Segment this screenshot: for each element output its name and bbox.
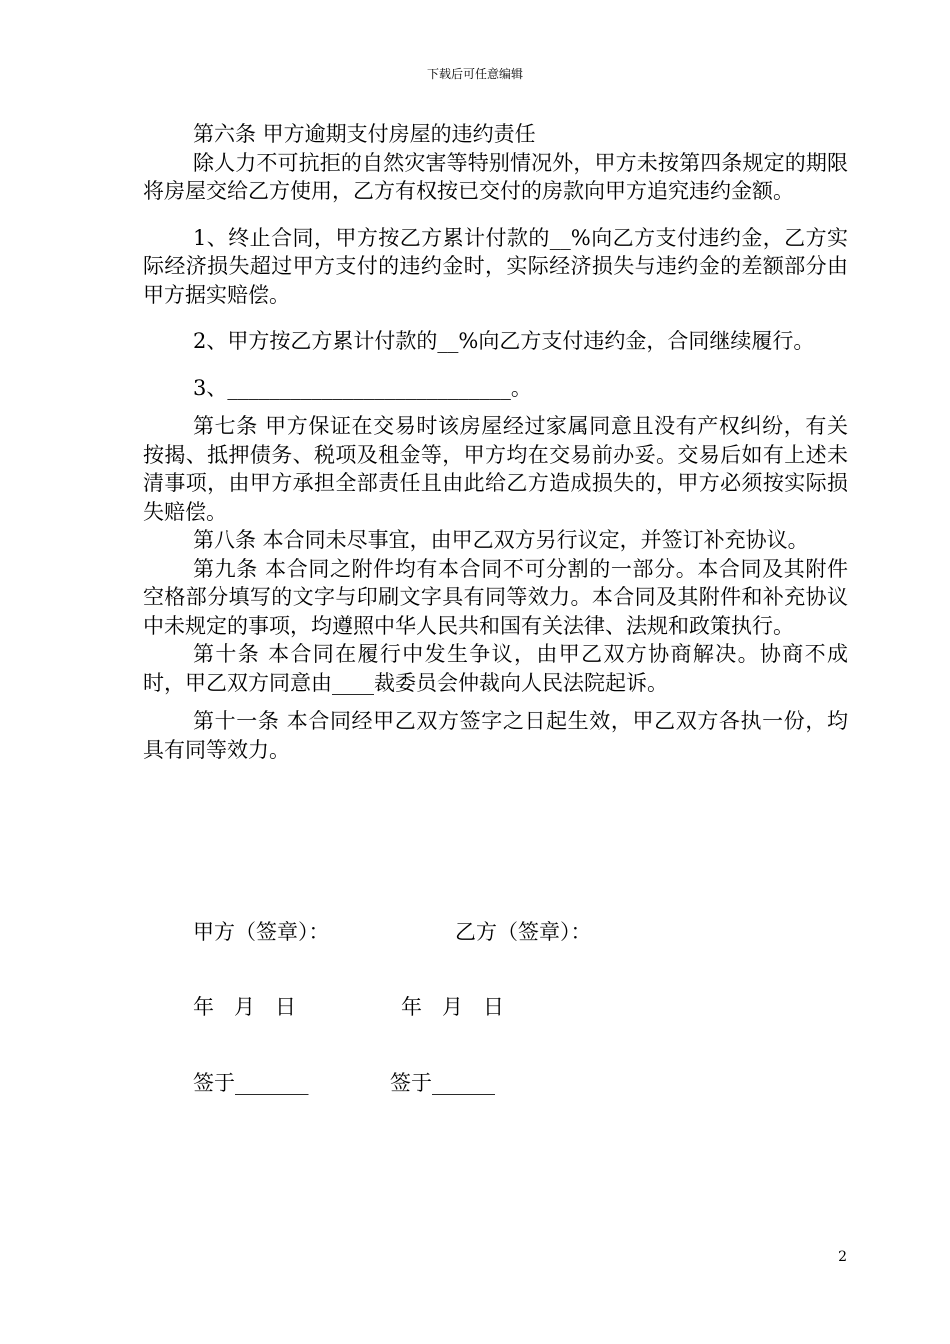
article-11: 第十一条 本合同经甲乙双方签字之日起生效，甲乙双方各执一份，均具有同等效力。: [143, 709, 848, 762]
article-6-body: 除人力不可抗拒的自然灾害等特别情况外，甲方未按第四条规定的期限将房屋交给乙方使用，乙方有权按已交付的房款向甲方追究违约金额。: [143, 150, 848, 203]
party-b-date: 年 月 日: [401, 995, 505, 1019]
article-7: 第七条 甲方保证在交易时该房屋经过家属同意且没有产权纠纷，有关按揭、抵押债务、税项及租金等，甲方均在交易前办妥。交易后如有上述未清事项，由甲方承担全部责任且由此给乙方造成损失的，甲方必须按实际损失赔偿。: [143, 414, 848, 524]
page-number: 2: [838, 1249, 847, 1265]
article-6-title: 第六条 甲方逾期支付房屋的违约责任: [193, 122, 536, 146]
article-6-item-1: 1、终止合同，甲方按乙方累计付款的__%向乙方支付违约金，乙方实际经济损失超过甲方支付的违约金时，实际经济损失与违约金的差额部分由甲方据实赔偿。: [143, 225, 848, 307]
article-8: 第八条 本合同未尽事宜，由甲乙双方另行议定，并签订补充协议。: [193, 528, 809, 552]
article-10: 第十条 本合同在履行中发生争议，由甲乙双方协商解决。协商不成时，甲乙双方同意由____裁委员会仲裁向人民法院起诉。: [143, 642, 848, 695]
article-6-item-3: 3、___________________________。: [193, 375, 532, 400]
article-9: 第九条 本合同之附件均有本合同不可分割的一部分。本合同及其附件空格部分填写的文字与印刷文字具有同等效力。本合同及其附件和补充协议中未规定的事项，均遵照中华人民共和国有关法律、法规和政策执行。: [143, 556, 848, 638]
party-b-signature-label: 乙方（签章）：: [455, 920, 592, 944]
party-a-signature-label: 甲方（签章）：: [193, 920, 330, 944]
article-6-item-2: 2、甲方按乙方累计付款的__%向乙方支付违约金，合同继续履行。: [193, 329, 815, 353]
party-b-signing-place: 签于______: [390, 1071, 495, 1095]
page-header: 下载后可任意编辑: [426, 67, 523, 81]
contract-body: [143, 120, 848, 764]
party-a-signing-place: 签于_______: [193, 1071, 309, 1095]
party-a-date: 年 月 日: [193, 995, 297, 1019]
